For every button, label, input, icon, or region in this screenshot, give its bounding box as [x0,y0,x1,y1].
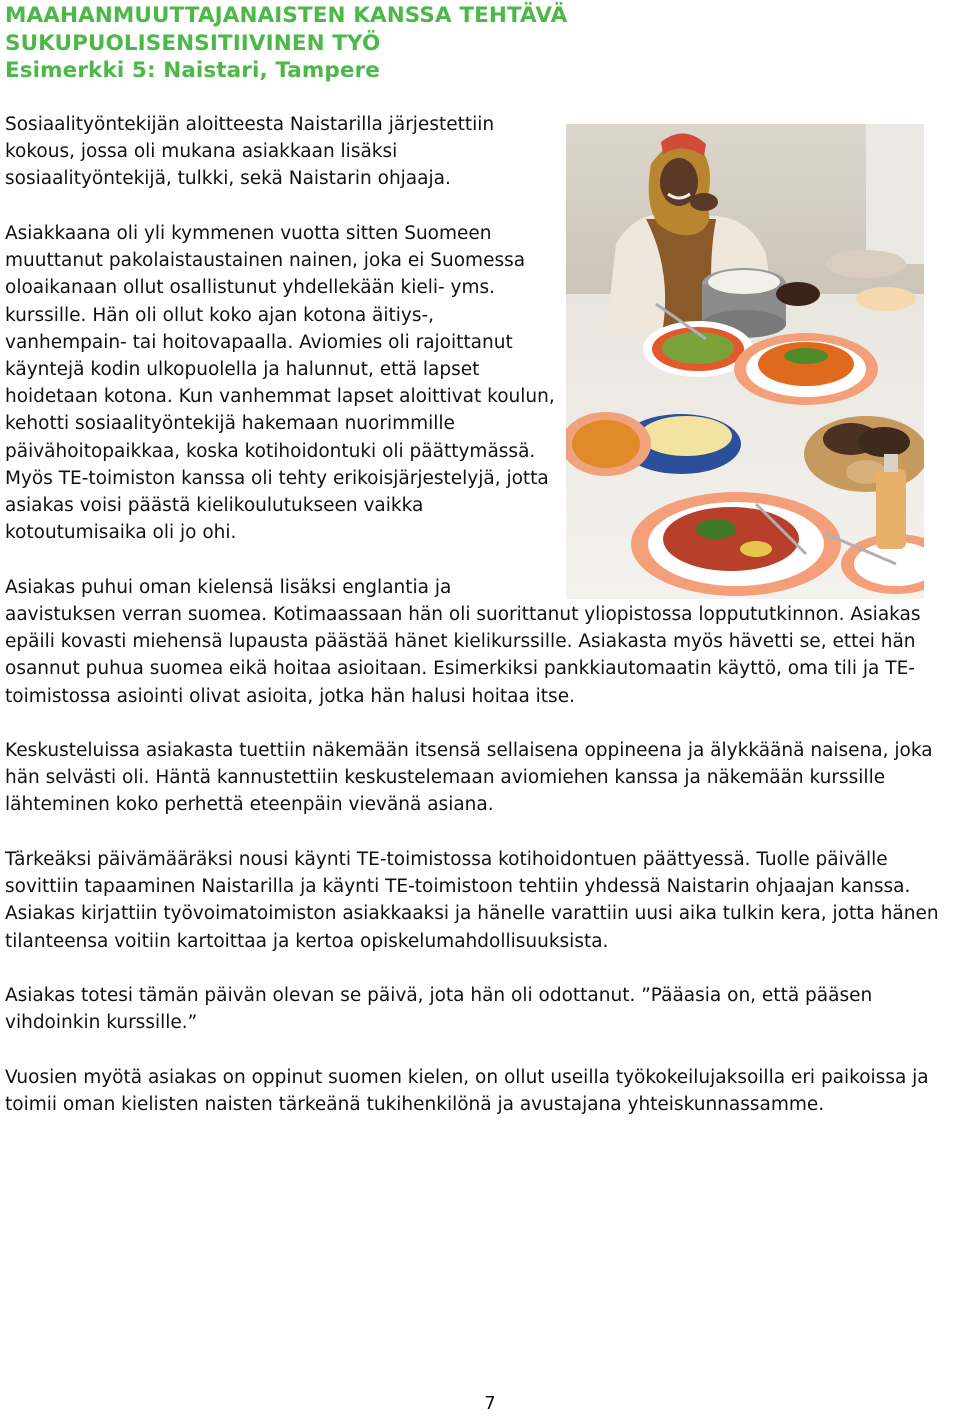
page-heading [5,2,945,85]
paragraph-quote: Asiakas totesi tämän päivän olevan se päivä, jota hän oli odottanut. ”Pääasia on, että pääsen vihdoinkin kurssille.” [5,985,873,1034]
paragraph-meeting: Sosiaalityöntekijän aloitteesta Naistarilla järjestettiin kokous, jossa oli mukana asiakkaan lisäksi sosiaalityöntekijä, tulkki, sekä Naistarin ohjaaja. [5,114,495,190]
paragraph-important-date: Tärkeäksi päivämääräksi nousi käynti TE-toimistossa kotihoidontuen päättyessä. Tuolle päivälle sovittiin tapaaminen Naistarilla ja käynti TE-toimistoon tehtiin yhdessä Naistarin ohjaajan kanssa. Asiakas kirjattiin työvoimatoimiston asiakkaaksi ja hänelle varattiin uusi aika tulkin kera, jotta hänen tilanteensa voitiin kartoittaa ja kertoa opiskelumahdollisuuksista. [5,849,939,952]
paragraph-language: aavistuksen verran suomea. Kotimaassaan hän oli suorittanut yliopistossa loppututkinnon. Asiakas epäili kovasti miehensä lupausta päästää hänet kielikurssille. Asiakasta myös hävetti se, ettei hän osannut puhua suomea eikä hoitaa asioitaan. Esimerkiksi pankkiautomaatin käyttö, oma tili ja TE-toimistossa asiointi olivat asioita, jotka hän halusi hoitaa itse. [5,604,921,707]
paragraph-client-background: Asiakkaana oli yli kymmenen vuotta sitten Suomeen muuttanut pakolaistaustainen nainen, joka ei Suomessa oloaikanaan ollut osallistunut yhdellekään kieli- yms. kurssille. Hän oli ollut koko ajan kotona äitiys-, vanhempain- tai hoitovapaalla. Aviomies oli rajoittanut käyntejä kodin ulkopuolella ja halunnut, että lapset hoidetaan kotona. Kun vanhemmat lapset aloittivat koulun, kehotti sosiaalityöntekijä hakemaan nuorimmille päivähoitopaikkaa, koska kotihoidontuki oli päättymässä. Myös TE-toimiston kanssa oli tehty erikoisjärjestelyjä, jotta asiakas voisi päästä kielikoulutukseen vaikka kotoutumisaika oli jo ohi. [5,223,555,544]
page-number: 7 [484,1393,496,1414]
paragraph-outcome: Vuosien myötä asiakas on oppinut suomen kielen, on ollut useilla työkokeilujaksoilla eri paikoissa ja toimii oman kielisten naisten tärkeänä tukihenkilönä ja avustajana yhteiskunnassamme. [5,1067,929,1116]
heading-line-3-subtitle: Esimerkki 5: Naistari, Tampere [5,58,380,83]
paragraph-discussions: Keskusteluissa asiakasta tuettiin näkemään itsensä sellaisena oppineena ja älykkäänä naisena, joka hän selvästi oli. Häntä kannustettiin keskustelemaan aviomiehen kanssa ja näkemään kurssille lähteminen koko perhettä eteenpäin vievänä asiana. [5,740,933,816]
paragraph-language-line-1: Asiakas puhui oman kielensä lisäksi englantia ja [5,577,452,598]
heading-line-1: MAAHANMUUTTAJANAISTEN KANSSA TEHTÄVÄ [5,3,568,28]
photo-woman-food-table [566,124,924,599]
heading-line-2: SUKUPUOLISENSITIIVINEN TYÖ [5,30,381,56]
